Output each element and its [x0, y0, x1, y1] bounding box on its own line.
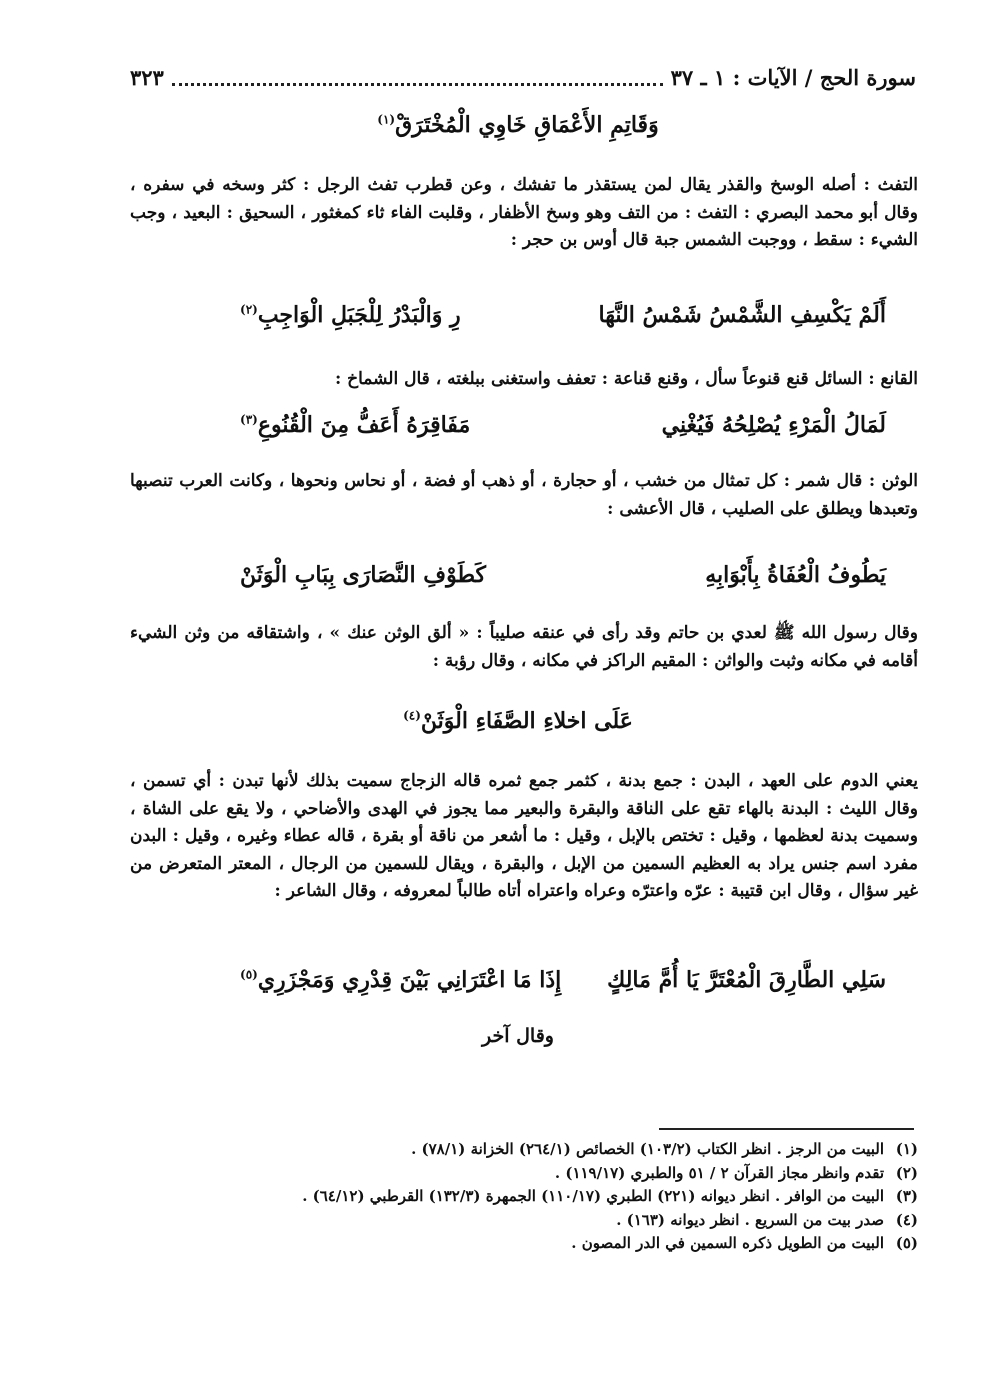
- verse-first-hemistich: أَلَمْ يَكْسِفِ الشَّمْسُ شَمْسُ النَّهَا: [598, 302, 886, 328]
- verse-line-6: [240, 960, 886, 1000]
- footnote-number: (٣): [895, 1187, 918, 1205]
- header-title: سورة الحج / الآيات : ١ ـ ٣٧: [670, 64, 916, 90]
- footnote-ref: (٣): [240, 412, 258, 427]
- verse-text: وَقَاتِمِ الأَعْمَاقِ خَاوِي الْمُخْتَرَقْ: [395, 112, 659, 138]
- header-dot-leader: [172, 69, 663, 86]
- verse-line-7: [120, 1025, 916, 1047]
- verse-line-1: [120, 112, 916, 138]
- verse-first-hemistich: سَلِي الطَّارِقَ الْمُعْتَرَّ يَا أُمَّ مَالِكٍ: [607, 967, 886, 993]
- verse-line-3: [240, 405, 886, 445]
- footnote-ref: (٢): [240, 302, 258, 317]
- footnote-item: [130, 1162, 918, 1186]
- verse-text: وقال آخر: [482, 1025, 554, 1047]
- verse-line-4: [240, 555, 886, 595]
- footnotes: [130, 1138, 918, 1256]
- verse-line-2: [240, 295, 886, 335]
- footnote-item: [130, 1209, 918, 1233]
- running-header: [130, 60, 916, 94]
- verse-second-hemistich: رِ وَالْبَدْرُ لِلْجَبَلِ الْوَاجِبِ: [257, 302, 461, 328]
- footnote-ref: (٤): [403, 708, 421, 723]
- footnote-number: (٥): [895, 1234, 918, 1252]
- paragraph-tafath: التفث : أصله الوسخ والقذر يقال لمن يستقذر ما تفشك ، وعن قطرب تفث الرجل : كثر وسخه في سفره ، وقال أبو محمد البصري : التفث : من التف وهو وسخ الأظفار ، وقلبت الفاء ثاء كمغثور ، السحيق : البعيد ، وجب الشيء : سقط ، ووجبت الشمس جبة قال أوس بن حجر :: [130, 175, 918, 250]
- paragraph-qani: القانع : السائل قنع قنوعاً سأل ، وقنع قناعة : تعفف واستغنى ببلغته ، قال الشماخ :: [334, 369, 918, 389]
- footnote-ref: (١): [377, 112, 396, 127]
- footnote-text: تقدم وانظر مجاز القرآن ٢ / ٥١ والطبري (١١٩/١٧) .: [554, 1163, 884, 1182]
- verse-line-5: [120, 708, 916, 734]
- paragraph-wathan: الوثن : قال شمر : كل تمثال من خشب ، أو حجارة ، أو ذهب أو فضة ، أو نحاس ونحوها ، وكانت العرب تنصبها وتعبدها ويطلق على الصليب ، قال الأعشى :: [130, 471, 918, 519]
- footnote-item: [130, 1138, 918, 1162]
- verse-second-hemistich: مَفَاقِرَهُ أَعَفُّ مِنَ الْقُنُوعِ: [257, 412, 471, 438]
- footnote-text: البيت من الوافر . انظر ديوانه (٢٢١) الطبري (١١٠/١٧) الجمهرة (١٣٢/٣) القرطبي (٦٤/١٢) .: [302, 1187, 884, 1205]
- verse-second-hemistich: كَطَوْفِ النَّصَارَى بِبَابِ الْوَثَنْ: [240, 562, 486, 588]
- verse-text: عَلَى اخلاءِ الصَّفَاءِ الْوَثَنْ: [420, 708, 633, 734]
- footnote-number: (٢): [895, 1163, 918, 1182]
- footnote-separator: [659, 1128, 914, 1130]
- footnote-number: (٤): [895, 1210, 918, 1229]
- page-number: ٣٢٣: [130, 64, 164, 90]
- verse-first-hemistich: يَطُوفُ الْعُفَاةُ بِأَبْوَابِهِ: [705, 562, 886, 588]
- footnote-text: البيت من الرجز . انظر الكتاب (١٠٣/٢) الخصائص (٢٦٤/١) الخزانة (٧٨/١) .: [411, 1140, 884, 1158]
- footnote-ref: (٥): [240, 967, 258, 982]
- footnote-item: [130, 1232, 918, 1256]
- paragraph-budn: يعني الدوم على العهد ، البدن : جمع بدنة ، كثمر جمع ثمره قاله الزجاج سميت بذلك لأنها تبدن : أي تسمن ، وقال الليث : البدنة بالهاء تقع على الناقة والبقرة والبعير مما يجوز في الهدى والأضاحي ، ولا يقع على الشاة ، وسميت بدنة لعظمها ، وقيل : تختص بالإبل ، وقيل : ما أشعر من ناقة أو بقرة ، قاله عطاء وغيره ، وقيل : البدن مفرد اسم جنس يراد به العظيم السمين من الإبل ، والبقرة ، ويقال للسمين من الرجال ، المعتر المتعرض من غير سؤال ، وقال ابن قتيبة : عرّه واعترّه وعراه واعتراه أتاه طالباً لمعروفه ، وقال الشاعر :: [130, 771, 918, 901]
- verse-second-hemistich: إِذَا مَا اعْتَرَانِي بَيْنَ قِدْرِي وَمَجْزَرِي: [257, 967, 562, 993]
- footnote-text: البيت من الطويل ذكره السمين في الدر المصون .: [571, 1234, 884, 1252]
- footnote-text: صدر بيت من السريع . انظر ديوانه (١٦٣) .: [616, 1210, 884, 1229]
- footnote-number: (١): [895, 1140, 918, 1158]
- verse-first-hemistich: لَمَالُ الْمَرْءِ يُصْلِحُهُ فَيُغْنِي: [661, 412, 886, 438]
- paragraph-hadith: وقال رسول الله ﷺ لعدي بن حاتم وقد رأى في عنقه صليباً : « ألق الوثن عنك » ، واشتقاقه من وثن الشيء أقامه في مكانه وثبت والواثن : المقيم الراكز في مكانه ، وقال رؤبة :: [130, 623, 918, 671]
- footnote-item: [130, 1185, 918, 1209]
